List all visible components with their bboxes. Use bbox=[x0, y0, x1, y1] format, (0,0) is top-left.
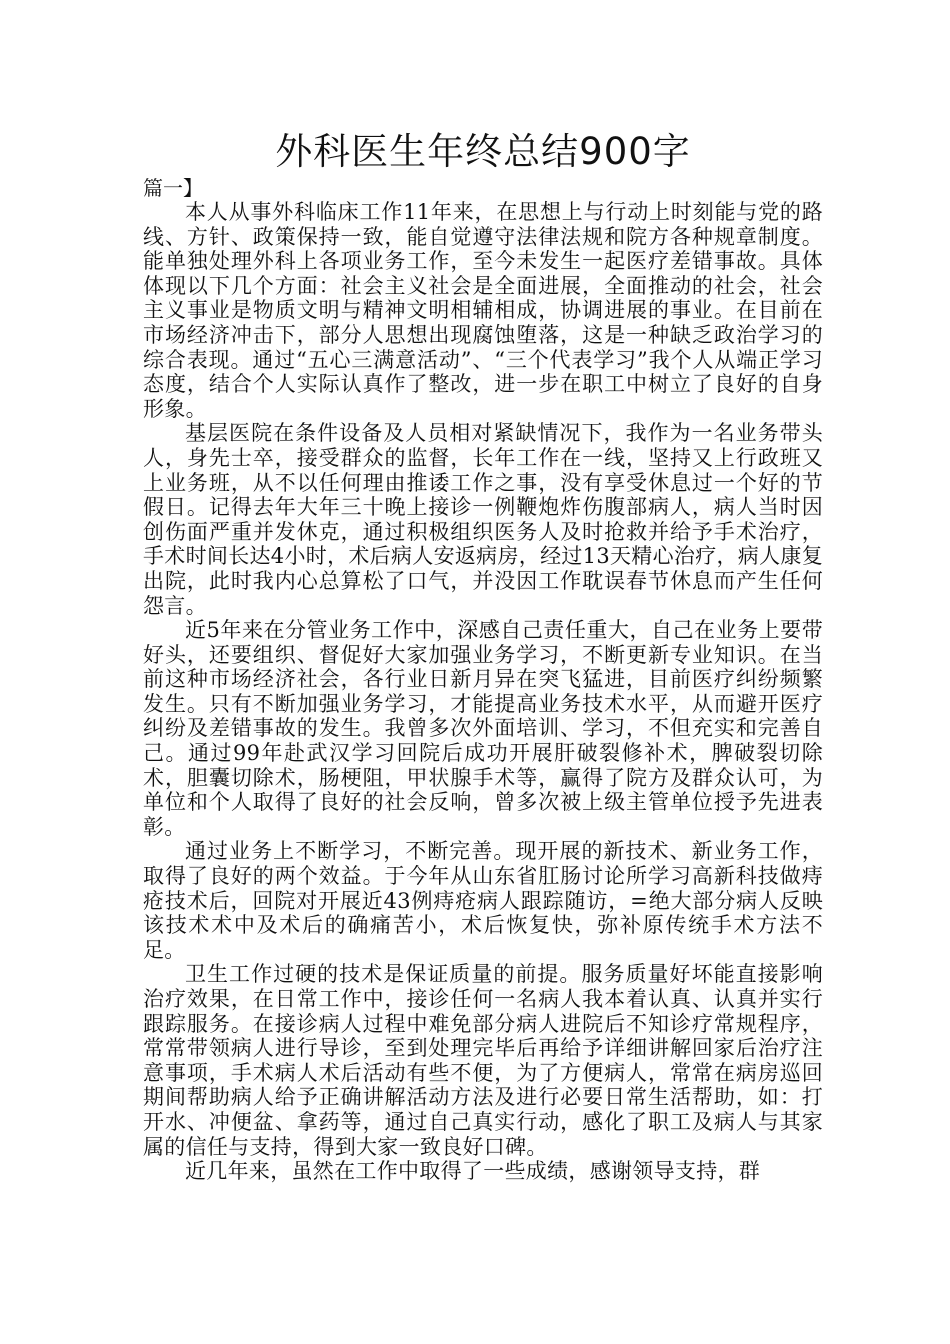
paragraph-2: 基层医院在条件设备及人员相对紧缺情况下，我作为一名业务带头人，身先士卒，接受群众的监督，长年工作在一线，坚持又上行政班又上业务班，从不以任何理由推诿工作之事，没有享受休息过一个好的节假日。记得去年大年三十晚上接诊一例鞭炮炸伤腹部病人，病人当时因创伤面严重并发休克，通过积极组织医务人及时抢救并给予手术治疗，手术时间长达4小时，术后病人安返病房，经过13天精心治疗，病人康复出院，此时我内心总算松了口气，并没因工作耽误春节休息而产生任何怨言。 bbox=[143, 421, 823, 618]
paragraph-4: 通过业务上不断学习，不断完善。现开展的新技术、新业务工作，取得了良好的两个效益。于今年从山东省肛肠讨论所学习高新科技做痔疮技术后，回院对开展近43例痔疮病人跟踪随访，=绝大部分病人反映该技术术中及术后的确痛苦小，术后恢复快，弥补原传统手术方法不足。 bbox=[143, 839, 823, 962]
section-label: 篇一】 bbox=[143, 176, 203, 200]
paragraph-6: 近几年来，虽然在工作中取得了一些成绩，感谢领导支持，群 bbox=[185, 1159, 761, 1184]
paragraph-5: 卫生工作过硬的技术是保证质量的前提。服务质量好坏能直接影响治疗效果，在日常工作中，接诊任何一名病人我本着认真、认真并实行跟踪服务。在接诊病人过程中难免部分病人进院后不知诊疗常规程序，常常带领病人进行导诊，至到处理完毕后再给予详细讲解回家后治疗注意事项，手术病人术后活动有些不便，为了方便病人，常常在病房巡回期间帮助病人给予正确讲解活动方法及进行必要日常生活帮助，如：打开水、冲便盆、拿药等，通过自己真实行动，感化了职工及病人与其家属的信任与支持，得到大家一致良好口碑。 bbox=[143, 962, 823, 1159]
paragraph-3: 近5年来在分管业务工作中，深感自己责任重大，自己在业务上要带好头，还要组织、督促好大家加强业务学习，不断更新专业知识。在当前这种市场经济社会，各行业日新月异在突飞猛进，目前医疗纠纷频繁发生。只有不断加强业务学习，才能提高业务技术水平，从而避开医疗纠纷及差错事故的发生。我曾多次外面培训、学习，不但充实和完善自己。通过99年赴武汉学习回院后成功开展肝破裂修补术，脾破裂切除术，胆囊切除术，肠梗阻，甲状腺手术等，赢得了院方及群众认可，为单位和个人取得了良好的社会反响，曾多次被上级主管单位授予先进表彰。 bbox=[143, 618, 823, 839]
document-page bbox=[143, 128, 823, 1184]
paragraph-1: 本人从事外科临床工作11年来，在思想上与行动上时刻能与党的路线、方针、政策保持一致，能自觉遵守法律法规和院方各种规章制度。能单独处理外科上各项业务工作，至今未发生一起医疗差错事故。具体体现以下几个方面：社会主义社会是全面进展，全面推动的社会，社会主义事业是物质文明与精神文明相辅相成，协调进展的事业。在目前在市场经济冲击下，部分人思想出现腐蚀堕落，这是一种缺乏政治学习的综合表现。通过“五心三满意活动”、“三个代表学习”我个人从端正学习态度，结合个人实际认真作了整改，进一步在职工中树立了良好的自身形象。 bbox=[143, 200, 823, 421]
document-title: 外科医生年终总结900字 bbox=[275, 130, 691, 173]
